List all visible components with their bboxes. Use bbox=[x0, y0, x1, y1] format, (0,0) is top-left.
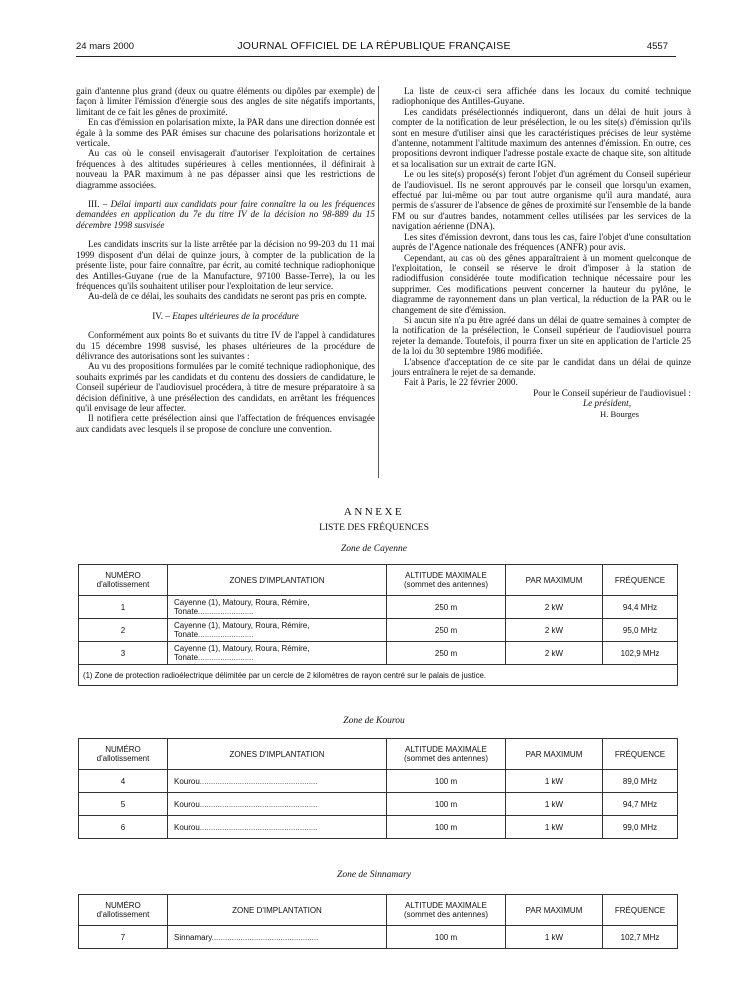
page-number: 4557 bbox=[646, 41, 668, 52]
cell-alt: 100 m bbox=[387, 926, 506, 949]
paragraph: Cependant, au cas où des gênes apparaîtraient à un moment quelconque de l'exploitation, le conseil se réserve le droit d'imposer à la station de radiodiffusion considérée toute modification technique nécessaire pour les supprimer. Ces modifications peuvent concerner la hauteur du pylône, le diagramme de rayonnement dans un plan vertical, la réduction de la PAR ou le changement de site d'émission. bbox=[392, 252, 691, 315]
cell-alt: 100 m bbox=[387, 770, 506, 793]
zone-text: Cayenne (1), Matoury, Roura, Rémire, Tonate bbox=[174, 598, 310, 616]
cell-zone: Kourou..................................................... bbox=[168, 793, 387, 816]
cell-par: 2 kW bbox=[506, 619, 603, 642]
col-alt-header bbox=[387, 895, 506, 926]
cell-zone: Cayenne (1), Matoury, Roura, Rémire, Tonate......................... bbox=[168, 642, 387, 665]
section-heading-iv bbox=[76, 311, 375, 321]
header-text: ALTITUDE MAXIMALE bbox=[405, 571, 487, 580]
table-footnote: (1) Zone de protection radioélectrique délimitée par un cercle de 2 kilomètres de rayon centré sur le palais de justice. bbox=[79, 665, 678, 686]
cell-num: 7 bbox=[79, 926, 168, 949]
table-header-row bbox=[79, 895, 678, 926]
zone-title-kourou: Zone de Kourou bbox=[343, 716, 405, 726]
col-alt-header bbox=[387, 739, 506, 770]
col-num-header bbox=[79, 895, 168, 926]
paragraph: Le ou les site(s) proposé(s) feront l'objet d'un agrément du Conseil supérieur de l'audiovisuel. Ils ne seront approuvés par le conseil que lorsqu'un examen, effectué par lui-même ou par tout autre organisme qu'il aura mandaté, aura permis de s'assurer de l'absence de gênes de proximité sur l'ensemble de la bande FM ou sur d'autres bandes, notamment celles utilisées par les services de la navigation aérienne (DNA). bbox=[392, 169, 691, 232]
cell-zone: Cayenne (1), Matoury, Roura, Rémire, Tonate......................... bbox=[168, 619, 387, 642]
header-text: (sommet des antennes) bbox=[403, 580, 489, 589]
header-text: d'allotissement bbox=[96, 580, 150, 589]
annexe-subtitle: LISTE DES FRÉQUENCES bbox=[319, 523, 429, 533]
heading-number: III. – bbox=[88, 199, 108, 210]
cell-num: 5 bbox=[79, 793, 168, 816]
cell-zone: Cayenne (1), Matoury, Roura, Rémire, Tonate......................... bbox=[168, 596, 387, 619]
header-text: (sommet des antennes) bbox=[403, 754, 489, 763]
zone-text: Kourou bbox=[174, 822, 200, 832]
table-cayenne bbox=[78, 564, 678, 686]
table-row bbox=[79, 926, 678, 949]
zone-title-sinnamary: Zone de Sinnamary bbox=[337, 870, 411, 880]
left-column bbox=[76, 86, 375, 434]
table-footnote-row bbox=[79, 665, 678, 686]
cell-alt: 250 m bbox=[387, 596, 506, 619]
table-row bbox=[79, 596, 678, 619]
table-row bbox=[79, 770, 678, 793]
annexe-title: ANNEXE bbox=[343, 506, 405, 518]
cell-par: 1 kW bbox=[506, 926, 603, 949]
paragraph: gain d'antenne plus grand (deux ou quatre éléments ou dipôles par exemple) de façon à limiter l'émission d'énergie sous des angles de site négatifs importants, limitant de ce fait les gênes de proximité. bbox=[76, 86, 375, 117]
cell-par: 1 kW bbox=[506, 770, 603, 793]
cell-freq: 102,9 MHz bbox=[603, 642, 678, 665]
col-freq-header: FRÉQUENCE bbox=[603, 565, 678, 596]
section-heading-iii bbox=[76, 199, 375, 230]
header-text: (sommet des antennes) bbox=[403, 910, 489, 919]
table-row bbox=[79, 816, 678, 839]
col-par-header: PAR MAXIMUM bbox=[506, 739, 603, 770]
header-rule bbox=[76, 56, 676, 57]
header-text: NUMÉRO bbox=[105, 901, 141, 910]
column-divider bbox=[378, 86, 379, 478]
journal-title: JOURNAL OFFICIEL DE LA RÉPUBLIQUE FRANÇAISE bbox=[237, 40, 511, 52]
paragraph: L'absence d'acceptation de ce site par le candidat dans un délai de quinze jours entraînera le rejet de sa demande. bbox=[392, 356, 691, 377]
col-zone-header: ZONES D'IMPLANTATION bbox=[168, 565, 387, 596]
cell-alt: 250 m bbox=[387, 619, 506, 642]
header-date: 24 mars 2000 bbox=[76, 41, 135, 52]
cell-par: 1 kW bbox=[506, 793, 603, 816]
table-row bbox=[79, 642, 678, 665]
zone-text: Cayenne (1), Matoury, Roura, Rémire, Tonate bbox=[174, 621, 310, 639]
header-text: ALTITUDE MAXIMALE bbox=[405, 745, 487, 754]
paragraph: Au cas où le conseil envisagerait d'autoriser l'exploitation de certaines fréquences à des altitudes supérieures à celles mentionnées, il définirait à nouveau la PAR maximum à ne pas dépasser ainsi que les restrictions de diagramme associées. bbox=[76, 148, 375, 190]
paragraph: Conformément aux points 8o et suivants du titre IV de l'appel à candidatures du 15 décembre 1998 susvisé, les phases ultérieures de la procédure de délivrance des autorisations sont les suivantes : bbox=[76, 330, 375, 361]
cell-zone: Kourou..................................................... bbox=[168, 816, 387, 839]
paragraph: Les candidats inscrits sur la liste arrêtée par la décision no 99-203 du 11 mai 1999 disposent d'un délai de quinze jours, à compter de la publication de la présente liste, pour faire connaître, par écrit, au comité technique radiophonique des Antilles-Guyane (rue de la Manufacture, 97100 Basse-Terre), la ou les fréquences qu'ils souhaitent utiliser pour l'exploitation de leur service. bbox=[76, 239, 375, 291]
paragraph: Les sites d'émission devront, dans tous les cas, faire l'objet d'une consultation auprès de l'Agence nationale des fréquences (ANFR) pour avis. bbox=[392, 231, 691, 253]
cell-num: 1 bbox=[79, 596, 168, 619]
cell-freq: 94,4 MHz bbox=[603, 596, 678, 619]
table-row bbox=[79, 619, 678, 642]
col-num-header bbox=[79, 565, 168, 596]
cell-alt: 100 m bbox=[387, 793, 506, 816]
header-text: ALTITUDE MAXIMALE bbox=[405, 901, 487, 910]
header-text: d'allotissement bbox=[96, 910, 150, 919]
col-num-header bbox=[79, 739, 168, 770]
cell-freq: 94,7 MHz bbox=[603, 793, 678, 816]
paragraph: Au-delà de ce délai, les souhaits des candidats ne seront pas pris en compte. bbox=[88, 291, 367, 302]
header-text: d'allotissement bbox=[96, 754, 150, 763]
cell-freq: 102,7 MHz bbox=[603, 926, 678, 949]
table-kourou bbox=[78, 738, 678, 839]
cell-par: 2 kW bbox=[506, 596, 603, 619]
header-text: NUMÉRO bbox=[105, 571, 141, 580]
right-column bbox=[392, 86, 691, 419]
paragraph: Si aucun site n'a pu être agréé dans un délai de quatre semaines à compter de la notification de la présélection, le Conseil supérieur de l'audiovisuel pourra rejeter la demande. Toutefois, il pourra fixer un site en application de l'article 25 de la loi du 30 septembre 1986 modifiée. bbox=[392, 314, 691, 357]
col-par-header: PAR MAXIMUM bbox=[506, 565, 603, 596]
zone-text: Sinnamary bbox=[174, 932, 212, 942]
cell-alt: 100 m bbox=[387, 816, 506, 839]
zone-text: Kourou bbox=[174, 799, 200, 809]
paragraph: Les candidats présélectionnés indiqueront, dans un délai de huit jours à compter de la notification de leur présélection, le ou les site(s) d'émission qu'ils sont en mesure d'utiliser ainsi que les caractéristiques précises de leur système d'antenne, notamment l'altitude maximum des antennes d'émission. En outre, ces propositions devront indiquer l'adresse postale exacte de chaque site, son altitude et sa localisation sur un extrait de carte IGN. bbox=[392, 106, 691, 169]
cell-par: 1 kW bbox=[506, 816, 603, 839]
cell-freq: 99,0 MHz bbox=[603, 816, 678, 839]
header-text: NUMÉRO bbox=[105, 745, 141, 754]
cell-freq: 89,0 MHz bbox=[603, 770, 678, 793]
paragraph: En cas d'émission en polarisation mixte, la PAR dans une direction donnée est égale à la somme des PAR émises sur chacune des polarisations horizontale et verticale. bbox=[76, 117, 375, 149]
col-par-header: PAR MAXIMUM bbox=[506, 895, 603, 926]
signature-line: Pour le Conseil supérieur de l'audiovisuel : bbox=[533, 387, 691, 398]
cell-freq: 95,0 MHz bbox=[603, 619, 678, 642]
zone-text: Kourou bbox=[174, 776, 200, 786]
heading-text: Etapes ultérieures de la procédure bbox=[172, 310, 299, 321]
heading-text: Délai imparti aux candidats pour faire connaître la ou les fréquences demandées en application du 7e du titre IV de la décision no 98-889 du 15 décembre 1998 susvisée bbox=[76, 199, 375, 230]
col-freq-header: FRÉQUENCE bbox=[603, 895, 678, 926]
heading-number: IV. – bbox=[152, 310, 170, 321]
col-alt-header bbox=[387, 565, 506, 596]
cell-num: 6 bbox=[79, 816, 168, 839]
col-zone-header: ZONES D'IMPLANTATION bbox=[168, 739, 387, 770]
cell-num: 4 bbox=[79, 770, 168, 793]
col-freq-header: FRÉQUENCE bbox=[603, 739, 678, 770]
signature-name: H. Bourges bbox=[600, 408, 639, 419]
table-header-row bbox=[79, 565, 678, 596]
table-header-row bbox=[79, 739, 678, 770]
zone-title-cayenne: Zone de Cayenne bbox=[341, 544, 407, 554]
cell-alt: 250 m bbox=[387, 642, 506, 665]
paragraph: La liste de ceux-ci sera affichée dans les locaux du comité technique radiophonique des Antilles-Guyane. bbox=[392, 86, 691, 107]
col-zone-header: ZONE D'IMPLANTATION bbox=[168, 895, 387, 926]
cell-par: 2 kW bbox=[506, 642, 603, 665]
paragraph: Au vu des propositions formulées par le comité technique radiophonique, des souhaits exprimés par les candidats et du contenu des dossiers de candidature, le Conseil supérieur de l'audiovisuel procédera, à titre de mesure préparatoire à sa décision définitive, à une présélection des candidats, en arrêtant les fréquences qu'il envisage de leur affecter. bbox=[76, 361, 375, 413]
page-header bbox=[0, 40, 748, 56]
cell-zone: Kourou..................................................... bbox=[168, 770, 387, 793]
paragraph: Fait à Paris, le 22 février 2000. bbox=[404, 377, 518, 388]
zone-text: Cayenne (1), Matoury, Roura, Rémire, Tonate bbox=[174, 644, 310, 662]
cell-zone: Sinnamary................................................ bbox=[168, 926, 387, 949]
signature-title: Le président, bbox=[583, 398, 631, 409]
table-row bbox=[79, 793, 678, 816]
cell-num: 2 bbox=[79, 619, 168, 642]
paragraph: Il notifiera cette présélection ainsi que l'affectation de fréquences envisagée aux candidats avec lesquels il se propose de conclure une convention. bbox=[76, 413, 375, 434]
cell-num: 3 bbox=[79, 642, 168, 665]
table-sinnamary bbox=[78, 894, 678, 949]
